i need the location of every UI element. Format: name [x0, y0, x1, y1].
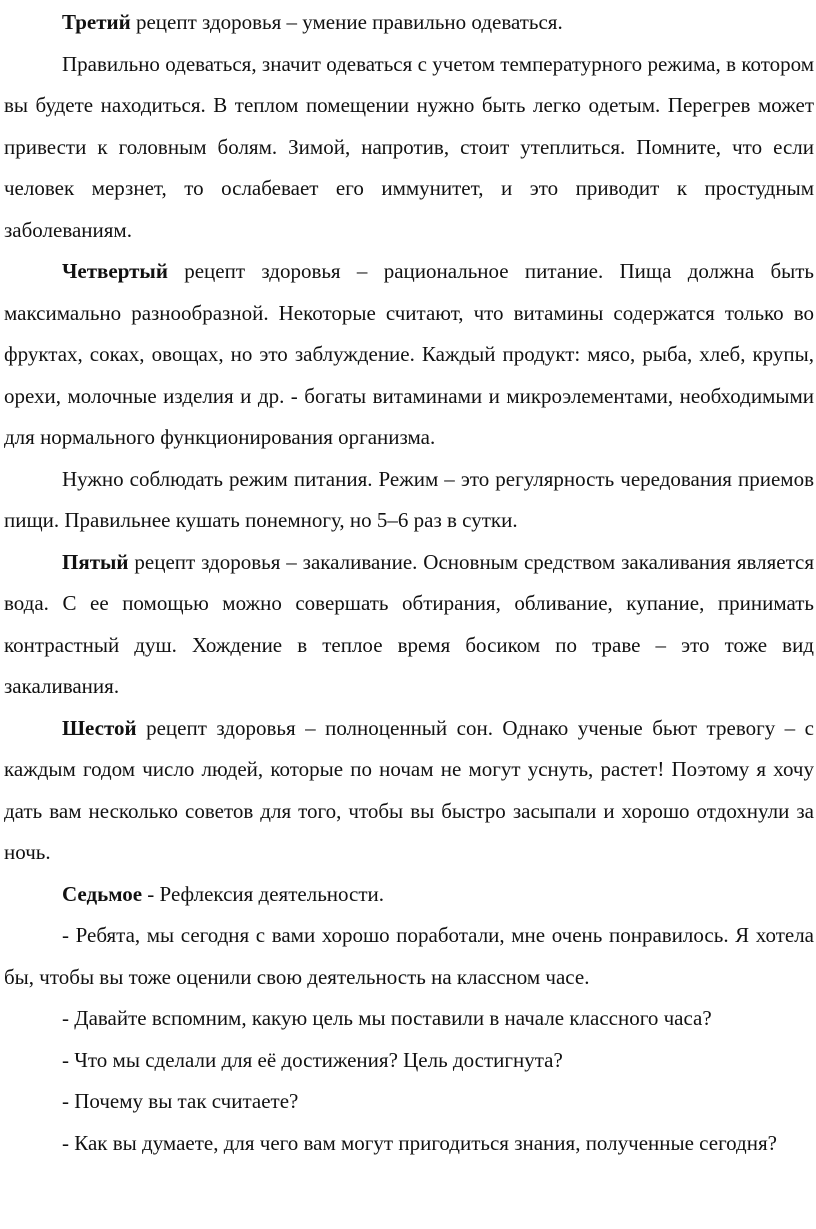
- paragraph-question-knowledge: [4, 1123, 814, 1165]
- paragraph-text: - Рефлексия деятельности.: [142, 881, 385, 906]
- paragraph-meal-schedule: [4, 459, 814, 542]
- paragraph-text: - Давайте вспомним, какую цель мы поставили в начале классного часа?: [62, 1006, 712, 1030]
- paragraph-teacher-remark: [4, 915, 814, 998]
- paragraph-lead-bold: Пятый: [62, 549, 129, 574]
- paragraph-text: Нужно соблюдать режим питания. Режим – это регулярность чередования приемов пищи. Правильнее кушать понемногу, но 5–6 раз в сутки.: [4, 466, 814, 532]
- paragraph-text: - Ребята, мы сегодня с вами хорошо поработали, мне очень понравилось. Я хотела бы, чтобы вы тоже оценили свою деятельность на классном часе.: [4, 923, 814, 989]
- paragraph-lead-bold: Четвертый: [62, 259, 168, 283]
- paragraph-fifth-recipe: [4, 542, 814, 708]
- paragraph-text: рецепт здоровья – рациональное питание. Пища должна быть максимально разнообразной. Некоторые считают, что витамины содержатся только во фруктах, соках, овощах, но это заблуждение. Каждый продукт: мясо, рыба, хлеб, крупы, орехи, молочные изделия и др. - богаты витаминами и микроэлементами, необходимыми для нормального функционирования организма.: [4, 259, 814, 449]
- paragraph-lead-bold: Шестой: [62, 715, 137, 740]
- paragraph-lead-bold: Седьмое: [62, 881, 143, 906]
- paragraph-text: - Почему вы так считаете?: [62, 1089, 299, 1113]
- paragraph-text: рецепт здоровья – закаливание. Основным средством закаливания является вода. С ее помощью можно совершать обтирания, обливание, купание, принимать контрастный душ. Хождение в теплое время босиком по траве – это тоже вид закаливания.: [4, 549, 814, 698]
- paragraph-text: - Как вы думаете, для чего вам могут пригодиться знания, полученные сегодня?: [62, 1130, 777, 1155]
- paragraph-clothing-details: [4, 44, 814, 252]
- paragraph-text: рецепт здоровья – полноценный сон. Однако ученые бьют тревогу – с каждым годом число людей, которые по ночам не могут уснуть, растет! Поэтому я хочу дать вам несколько советов для того, чтобы вы быстро засыпали и хорошо отдохнули за ночь.: [4, 715, 814, 864]
- paragraph-fourth-recipe: [4, 251, 814, 459]
- paragraph-text: Правильно одеваться, значит одеваться с учетом температурного режима, в котором вы будете находиться. В теплом помещении нужно быть легко одетым. Перегрев может привести к головным болям. Зимой, напротив, стоит утеплиться. Помните, что если человек мерзнет, то ослабевает его иммунитет, и это приводит к простудным заболеваниям.: [4, 51, 814, 242]
- paragraph-question-achievement: [4, 1040, 814, 1082]
- paragraph-third-recipe: [4, 2, 814, 44]
- paragraph-question-goal: [4, 998, 814, 1040]
- paragraph-lead-bold: Третий: [62, 10, 131, 34]
- paragraph-sixth-recipe: [4, 708, 814, 874]
- paragraph-seventh-reflection: [4, 874, 814, 916]
- paragraph-text: - Что мы сделали для её достижения? Цель достигнута?: [62, 1047, 563, 1072]
- paragraph-text: рецепт здоровья – умение правильно одеваться.: [130, 10, 563, 34]
- paragraph-question-why: [4, 1081, 814, 1123]
